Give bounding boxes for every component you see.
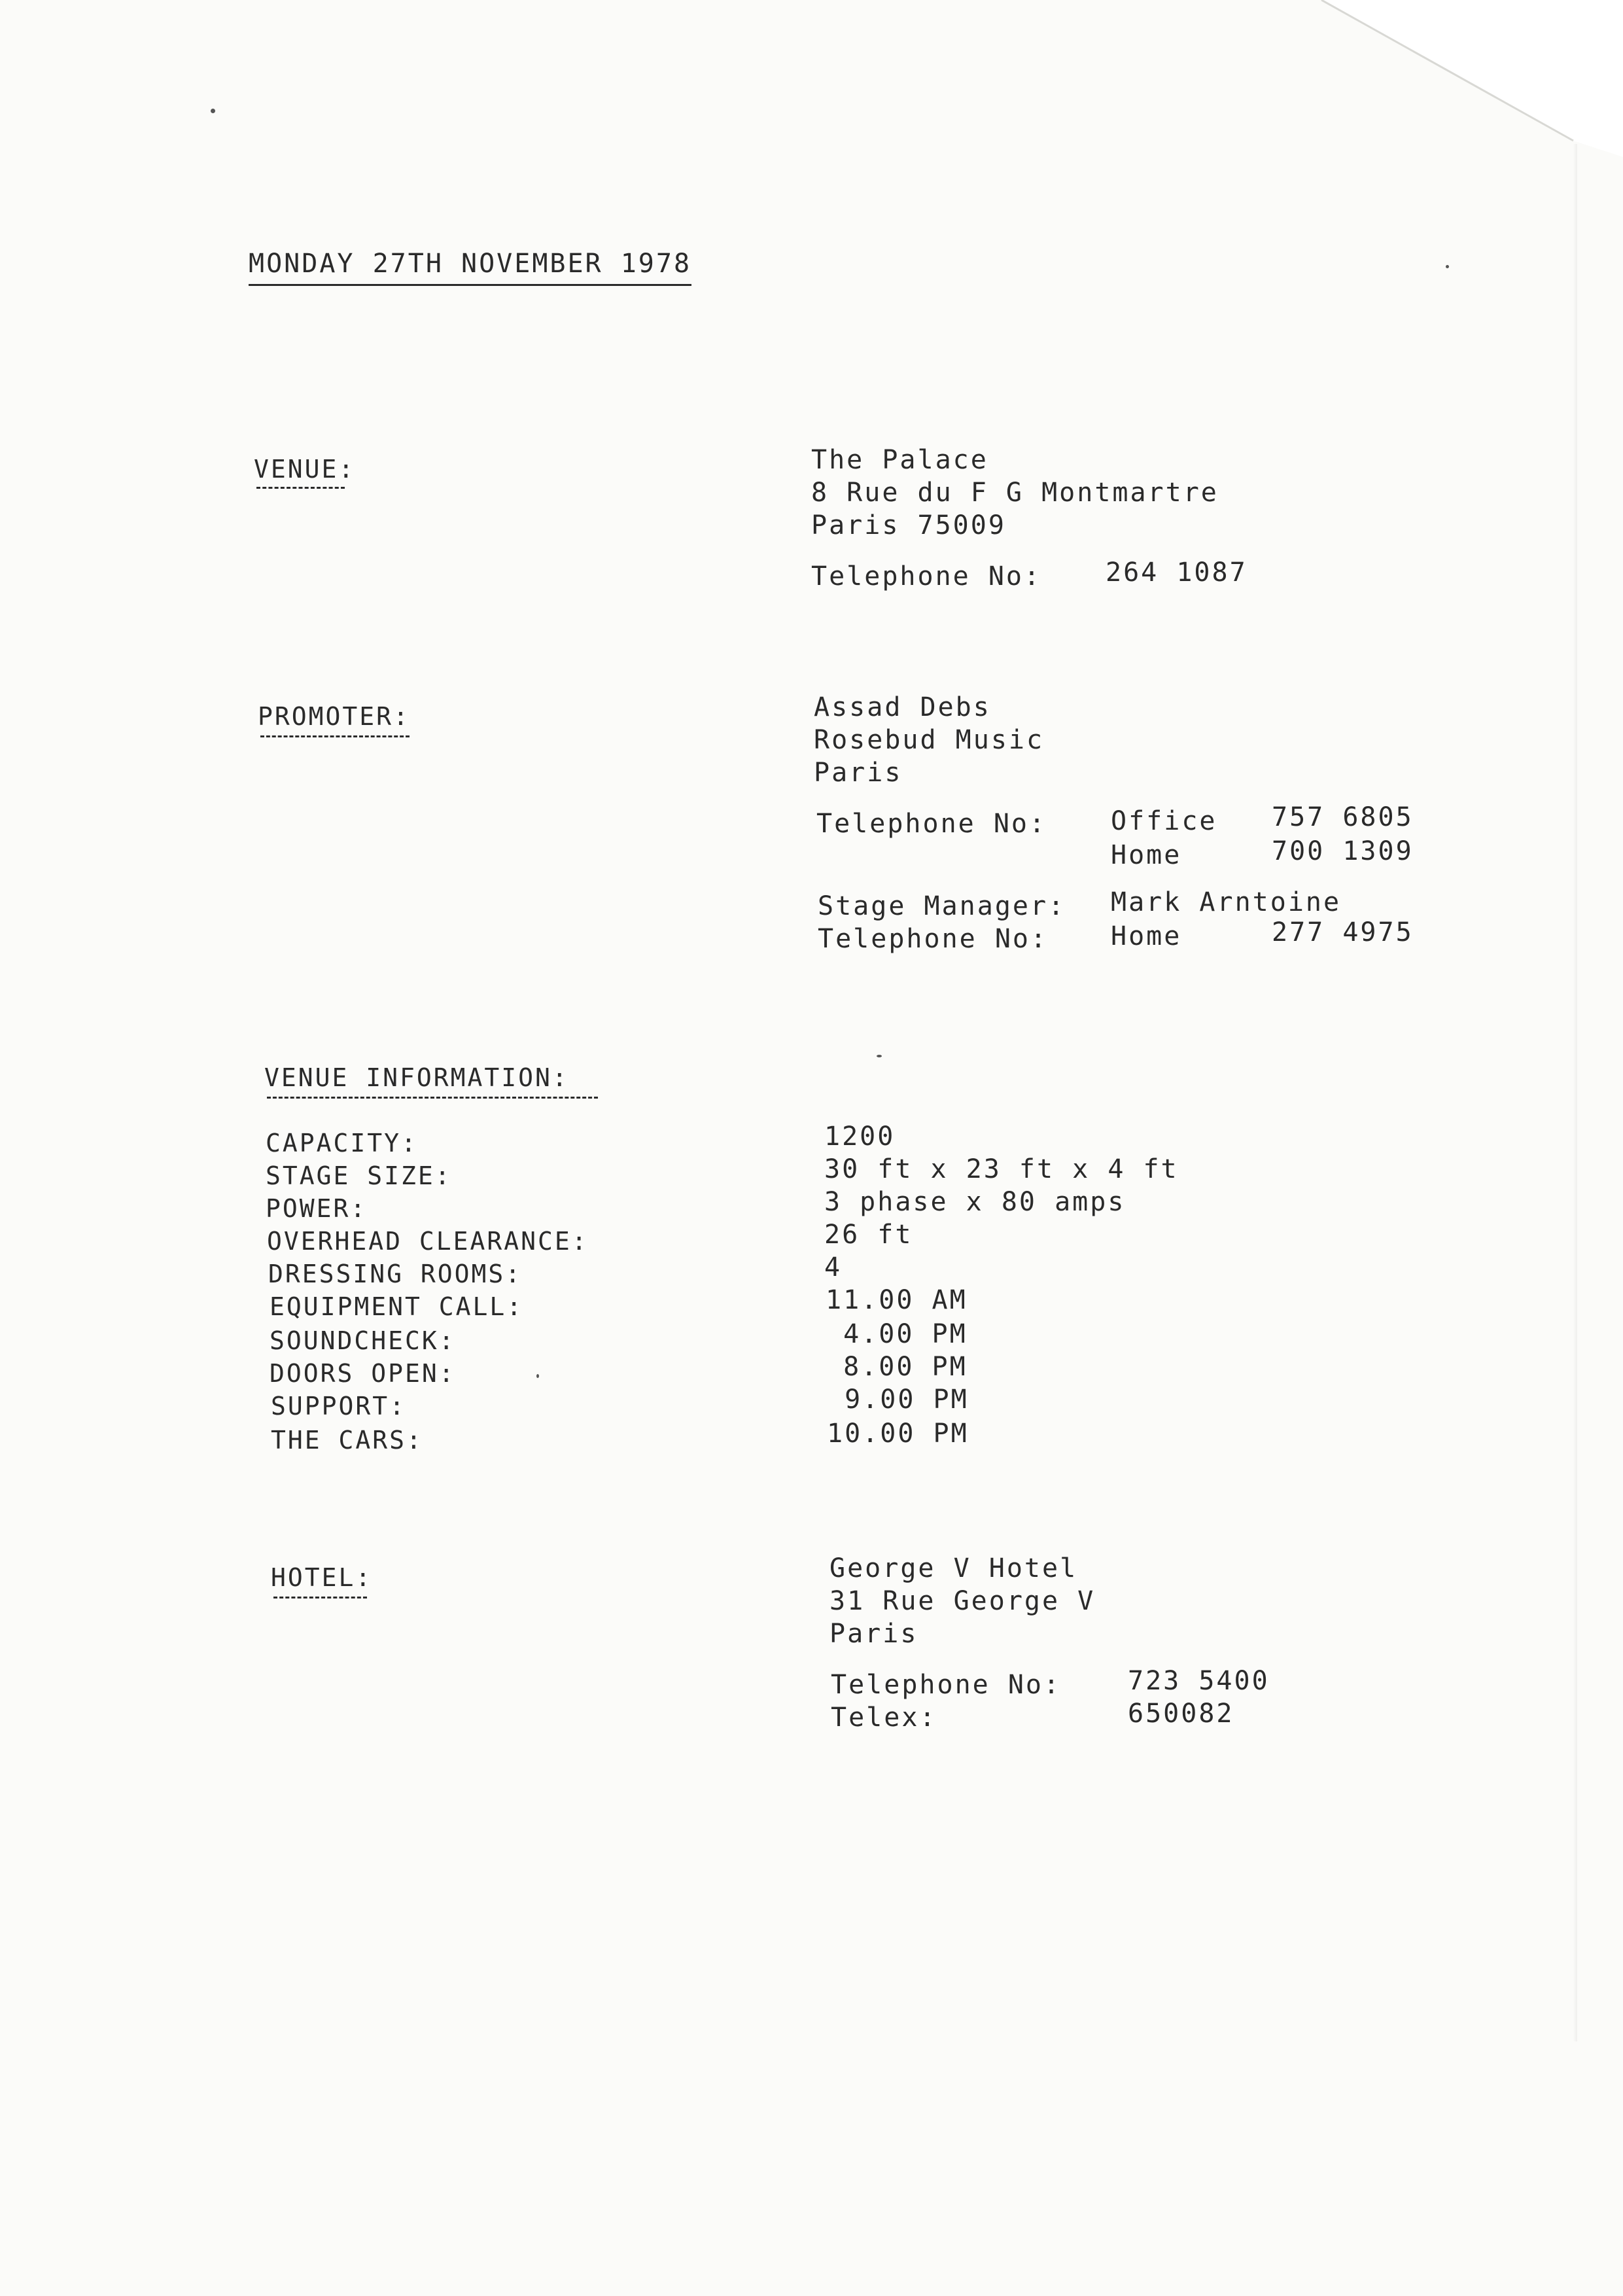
the-cars-label: THE CARS: bbox=[271, 1426, 423, 1455]
the-cars-value: 10.00 PM bbox=[827, 1419, 969, 1449]
promoter-office-number: 757 6805 bbox=[1272, 802, 1414, 832]
stage-manager-telephone-label: Telephone No: bbox=[818, 924, 1049, 954]
venue-heading-underline bbox=[256, 487, 345, 489]
venue-telephone: 264 1087 bbox=[1106, 557, 1248, 588]
dressing-rooms-value: 4 bbox=[824, 1252, 843, 1282]
paper-speck bbox=[536, 1374, 539, 1378]
venue-heading: VENUE: bbox=[254, 455, 356, 484]
hotel-name: George V Hotel bbox=[829, 1553, 1078, 1583]
paper-speck bbox=[1446, 265, 1449, 268]
overhead-clearance-label: OVERHEAD CLEARANCE: bbox=[267, 1227, 589, 1256]
support-label: SUPPORT: bbox=[271, 1392, 407, 1421]
promoter-company: Rosebud Music bbox=[814, 725, 1045, 755]
stage-manager-home-label: Home bbox=[1111, 921, 1182, 951]
promoter-heading-underline bbox=[260, 735, 410, 737]
promoter-office-label: Office bbox=[1111, 806, 1217, 836]
overhead-clearance-value: 26 ft bbox=[824, 1220, 913, 1250]
hotel-telephone-label: Telephone No: bbox=[831, 1670, 1062, 1700]
soundcheck-value: 4.00 PM bbox=[826, 1319, 968, 1349]
power-label: POWER: bbox=[266, 1194, 368, 1223]
promoter-home-label: Home bbox=[1111, 840, 1182, 870]
paper-speck bbox=[877, 1055, 882, 1057]
promoter-city: Paris bbox=[814, 758, 903, 788]
promoter-home-number: 700 1309 bbox=[1272, 836, 1414, 866]
equipment-call-label: EQUIPMENT CALL: bbox=[270, 1292, 524, 1321]
venue-information-heading-underline bbox=[267, 1097, 598, 1099]
equipment-call-value: 11.00 AM bbox=[826, 1285, 968, 1315]
hotel-telex-label: Telex: bbox=[831, 1703, 937, 1733]
hotel-city: Paris bbox=[829, 1619, 918, 1649]
stage-manager-name: Mark Arntoine bbox=[1111, 887, 1342, 917]
doors-open-value: 8.00 PM bbox=[826, 1352, 968, 1382]
capacity-value: 1200 bbox=[824, 1122, 896, 1152]
capacity-label: CAPACITY: bbox=[266, 1129, 418, 1157]
stage-size-label: STAGE SIZE: bbox=[266, 1161, 452, 1190]
venue-address-line2: Paris 75009 bbox=[811, 510, 1006, 540]
stage-manager-home-number: 277 4975 bbox=[1272, 917, 1414, 947]
power-value: 3 phase x 80 amps bbox=[824, 1187, 1126, 1217]
hotel-telephone: 723 5400 bbox=[1128, 1666, 1270, 1696]
venue-name: The Palace bbox=[811, 445, 988, 475]
promoter-heading: PROMOTER: bbox=[258, 702, 410, 731]
doors-open-label: DOORS OPEN: bbox=[270, 1359, 456, 1388]
folded-corner bbox=[0, 0, 1623, 157]
soundcheck-label: SOUNDCHECK: bbox=[270, 1326, 456, 1355]
date-heading: MONDAY 27TH NOVEMBER 1978 bbox=[249, 247, 691, 286]
venue-address-line1: 8 Rue du F G Montmartre bbox=[811, 478, 1219, 508]
venue-telephone-label: Telephone No: bbox=[811, 561, 1042, 592]
stage-manager-label: Stage Manager: bbox=[818, 891, 1066, 921]
hotel-telex: 650082 bbox=[1128, 1699, 1234, 1729]
dressing-rooms-label: DRESSING ROOMS: bbox=[268, 1260, 523, 1288]
promoter-telephone-label: Telephone No: bbox=[816, 809, 1047, 839]
support-value: 9.00 PM bbox=[827, 1385, 969, 1415]
stage-size-value: 30 ft x 23 ft x 4 ft bbox=[824, 1154, 1179, 1184]
page-edge-shadow bbox=[1573, 144, 1577, 2041]
venue-information-heading: VENUE INFORMATION: bbox=[264, 1063, 569, 1092]
hotel-heading: HOTEL: bbox=[271, 1563, 373, 1592]
hotel-heading-underline bbox=[273, 1597, 367, 1598]
hotel-address-line1: 31 Rue George V bbox=[829, 1586, 1096, 1616]
promoter-name: Assad Debs bbox=[814, 692, 991, 722]
paper-speck bbox=[211, 109, 215, 113]
